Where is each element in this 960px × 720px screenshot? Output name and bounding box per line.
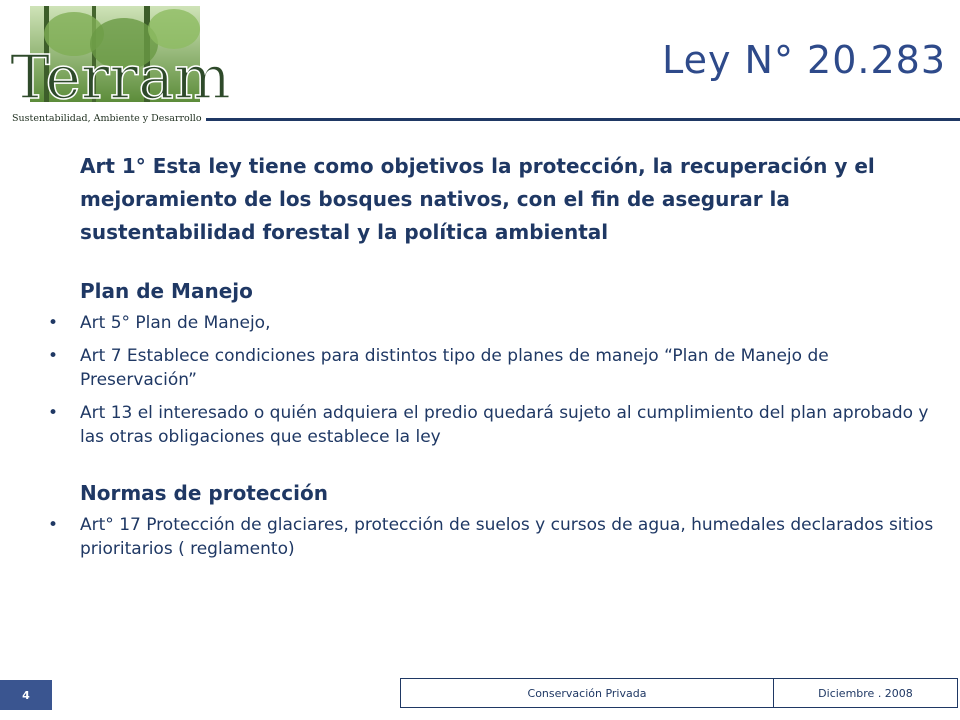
list-item-text: Art° 17 Protección de glaciares, protección de suelos y cursos de agua, humedales declarados sitios prioritarios ( reglamento): [80, 515, 934, 559]
logo-wordmark: Terram: [10, 43, 231, 113]
list-item-text: Art 13 el interesado o quién adquiera el predio quedará sujeto al cumplimiento del plan aprobado y las otras obligaciones que establece la ley: [80, 403, 929, 447]
bullet-icon: •: [48, 346, 59, 366]
list-item: [36, 311, 936, 335]
section-title-plan-de-manejo: Plan de Manejo: [80, 279, 253, 303]
footer-left-text: Conservación Privada: [401, 679, 774, 707]
slide-title: Ley N° 20.283: [662, 38, 946, 82]
footer-bar: [400, 678, 958, 708]
bullet-icon: •: [48, 515, 59, 535]
bullet-icon: •: [48, 403, 59, 423]
section-title-normas-de-proteccion: Normas de protección: [80, 481, 328, 505]
list-item-text: Art 7 Establece condiciones para distintos tipo de planes de manejo “Plan de Manejo de Preservación”: [80, 346, 829, 390]
list-item: [36, 344, 936, 392]
list-item-text: Art 5° Plan de Manejo,: [80, 313, 271, 333]
bullet-icon: •: [48, 313, 59, 333]
footer-date: Diciembre . 2008: [818, 686, 913, 700]
plan-de-manejo-list: [36, 311, 936, 449]
slide-content: [36, 150, 936, 570]
list-item: [36, 401, 936, 449]
objective-paragraph: Art 1° Esta ley tiene como objetivos la protección, la recuperación y el mejoramiento de los bosques nativos, con el fin de asegurar la sustentabilidad forestal y la política ambiental: [80, 154, 875, 244]
list-item: [36, 513, 936, 561]
normas-de-proteccion-list: [36, 513, 936, 561]
terram-logo: [4, 4, 231, 124]
logo-tagline: Sustentabilidad, Ambiente y Desarrollo: [12, 113, 202, 124]
page-number: 4: [0, 680, 52, 710]
title-divider: [206, 118, 960, 121]
